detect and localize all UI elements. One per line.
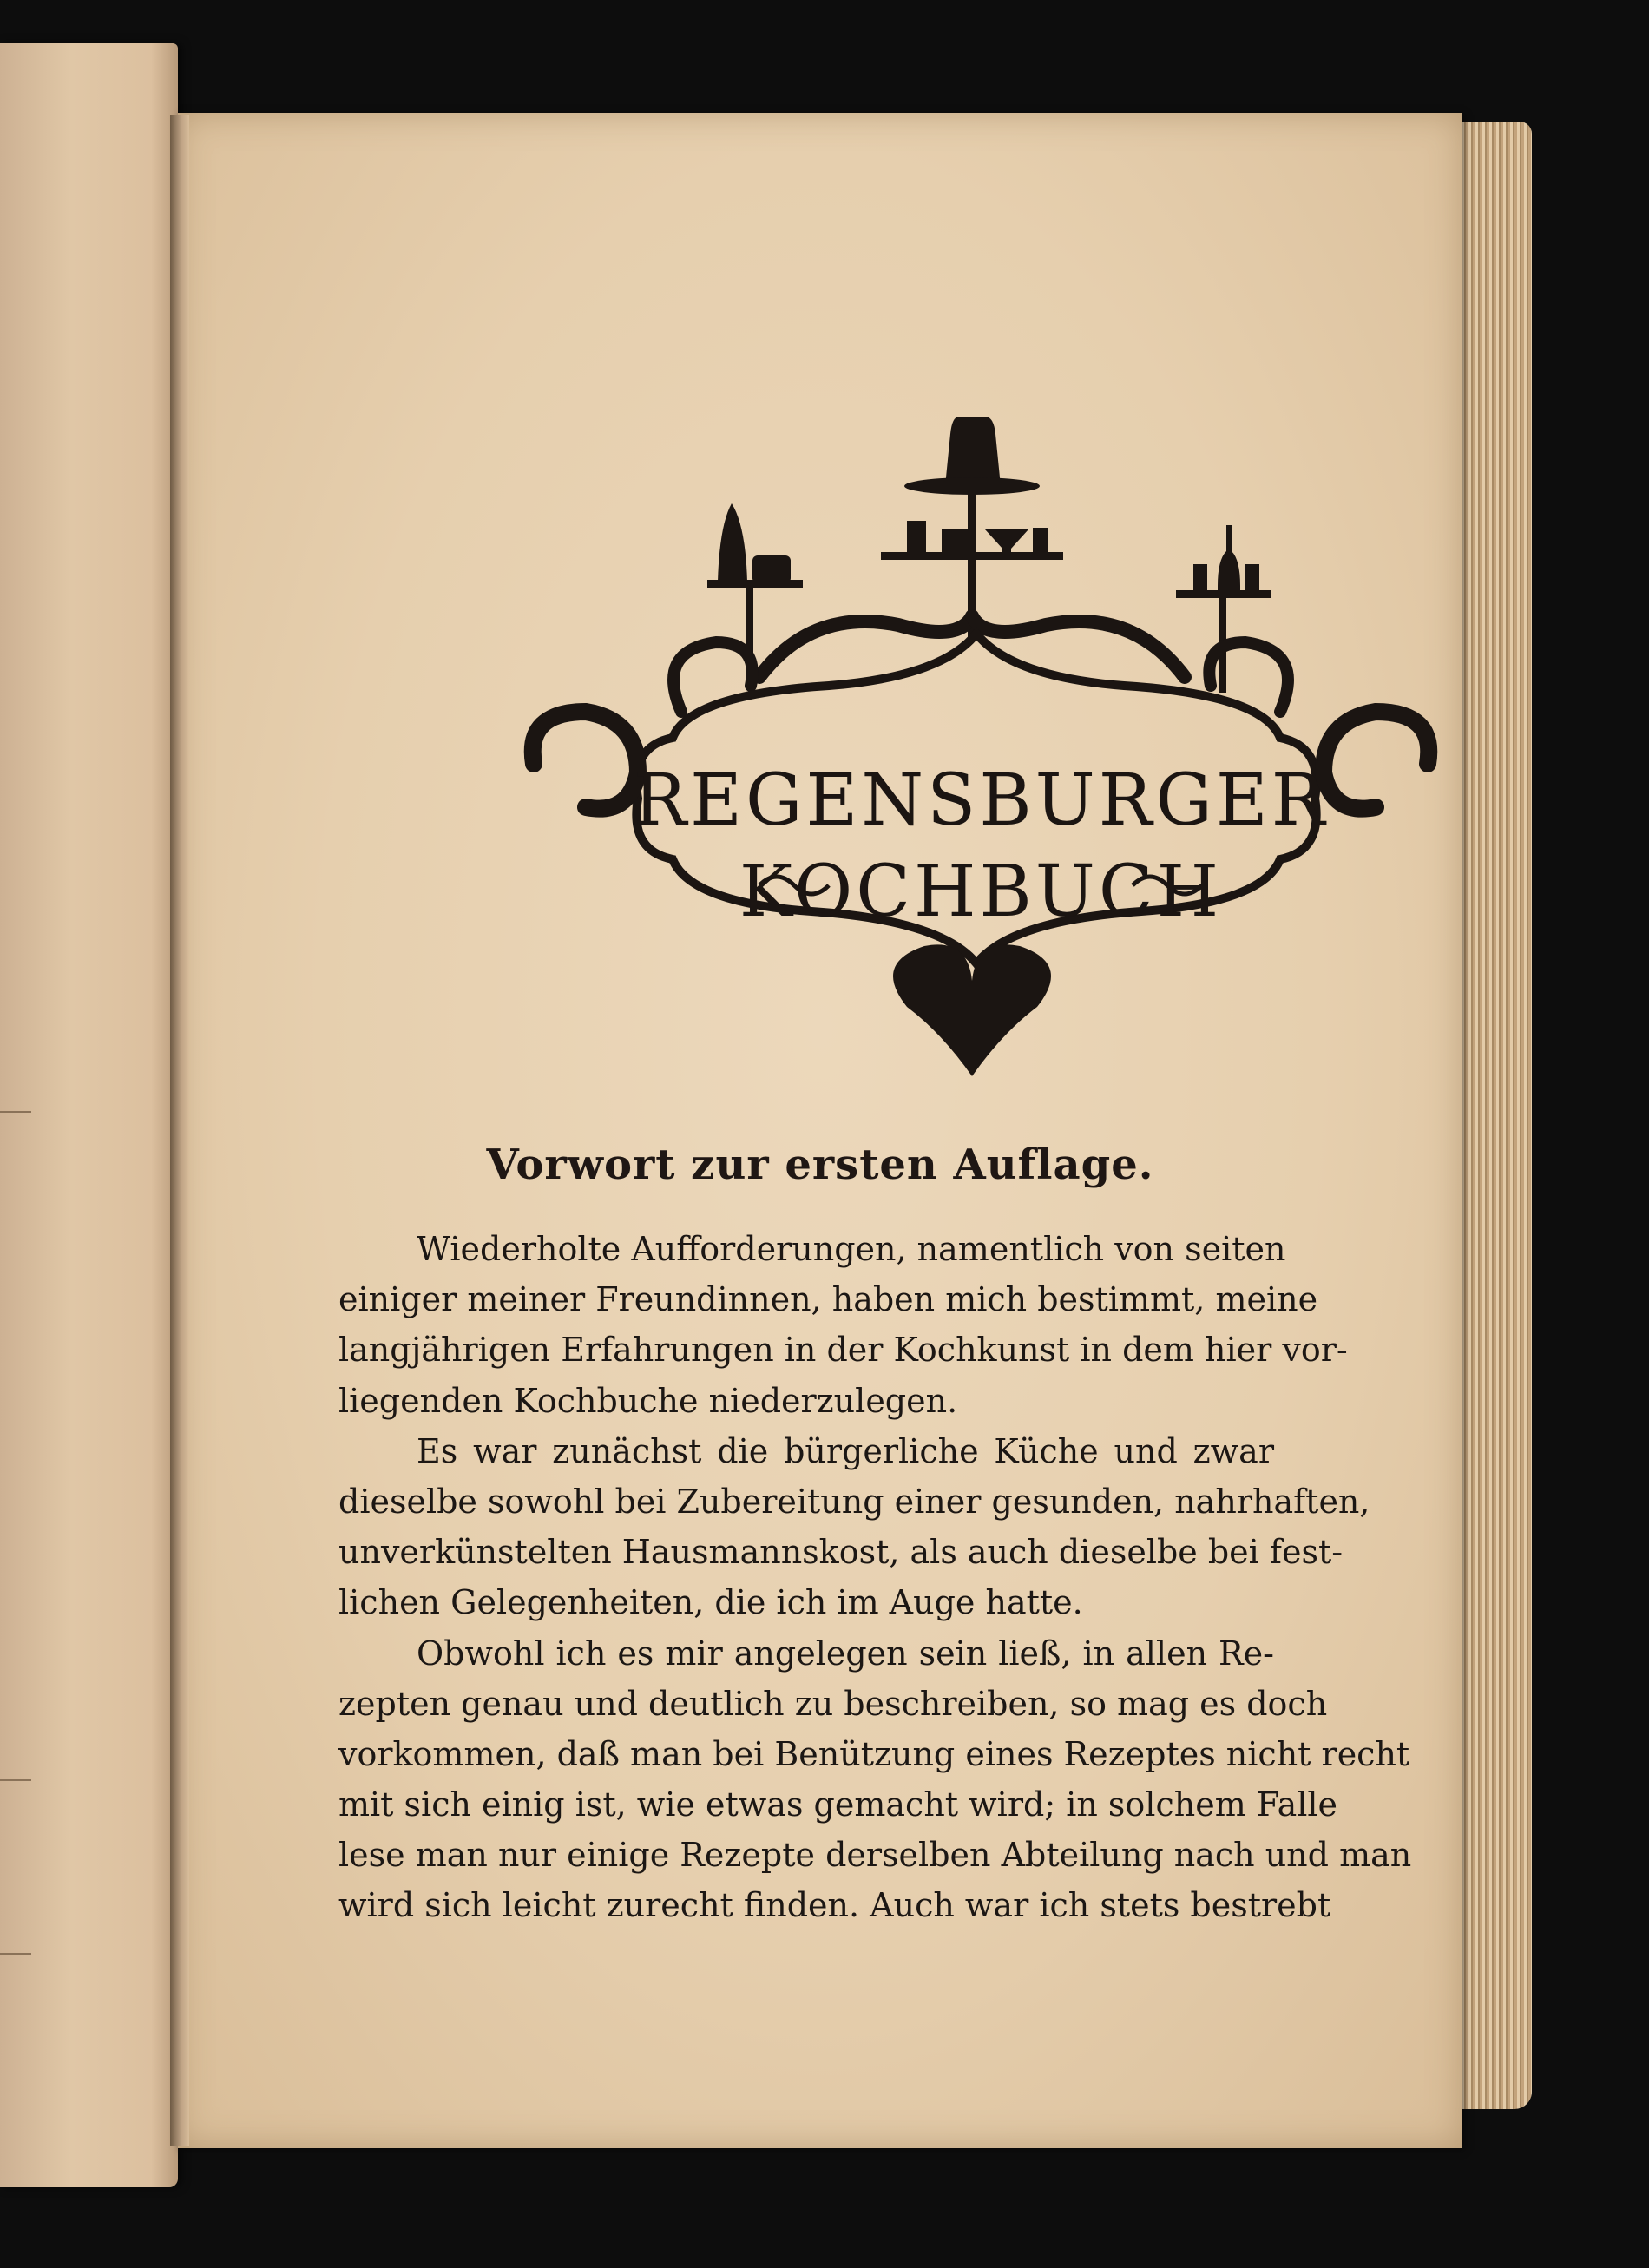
text-line: vorkommen, daß man bei Benützung eines Rezeptes nicht recht <box>338 1734 1410 1773</box>
foreword-text <box>338 1224 1412 1931</box>
text-line: liegenden Kochbuche niederzulegen. <box>338 1381 958 1420</box>
text-line: unverkünstelten Hausmannskost, als auch dieselbe bei fest- <box>338 1533 1344 1572</box>
page-heading: Vorwort zur ersten Auflage. <box>486 1141 1154 1189</box>
emblem-title-line2: KOCHBUCH <box>739 851 1223 933</box>
left-page-mark <box>0 1953 31 1955</box>
text-line: wird sich leicht zurecht finden. Auch war ich stets bestrebt <box>338 1886 1331 1925</box>
emblem-title-line1: REGENSBURGER <box>633 759 1329 842</box>
left-page-mark <box>0 1111 31 1113</box>
text-line: Obwohl ich es mir angelegen sein ließ, in allen Re- <box>417 1634 1274 1673</box>
book-gutter <box>170 115 189 2146</box>
text-line: Es war zunächst die bürgerliche Küche und zwar <box>417 1431 1274 1470</box>
text-line: mit sich einig ist, wie etwas gemacht wird; in solchem Falle <box>338 1785 1338 1824</box>
left-page-mark <box>0 1779 31 1781</box>
left-page-edge <box>0 43 178 2187</box>
text-line: zepten genau und deutlich zu beschreiben, so mag es doch <box>338 1684 1328 1723</box>
text-line: langjährigen Erfahrungen in der Kochkunst in dem hier vor- <box>338 1331 1348 1370</box>
text-line: einiger meiner Freundinnen, haben mich bestimmt, meine <box>338 1280 1318 1319</box>
text-line: lese man nur einige Rezepte derselben Abteilung nach und man <box>338 1836 1412 1875</box>
text-line: lichen Gelegenheiten, die ich im Auge hatte. <box>338 1583 1083 1622</box>
right-page <box>178 113 1462 2148</box>
kitchen-ware-emblem-icon <box>499 399 1462 1172</box>
text-line: Wiederholte Aufforderungen, namentlich von seiten <box>417 1230 1286 1268</box>
text-line: dieselbe sowohl bei Zubereitung einer gesunden, nahrhaften, <box>338 1482 1370 1521</box>
